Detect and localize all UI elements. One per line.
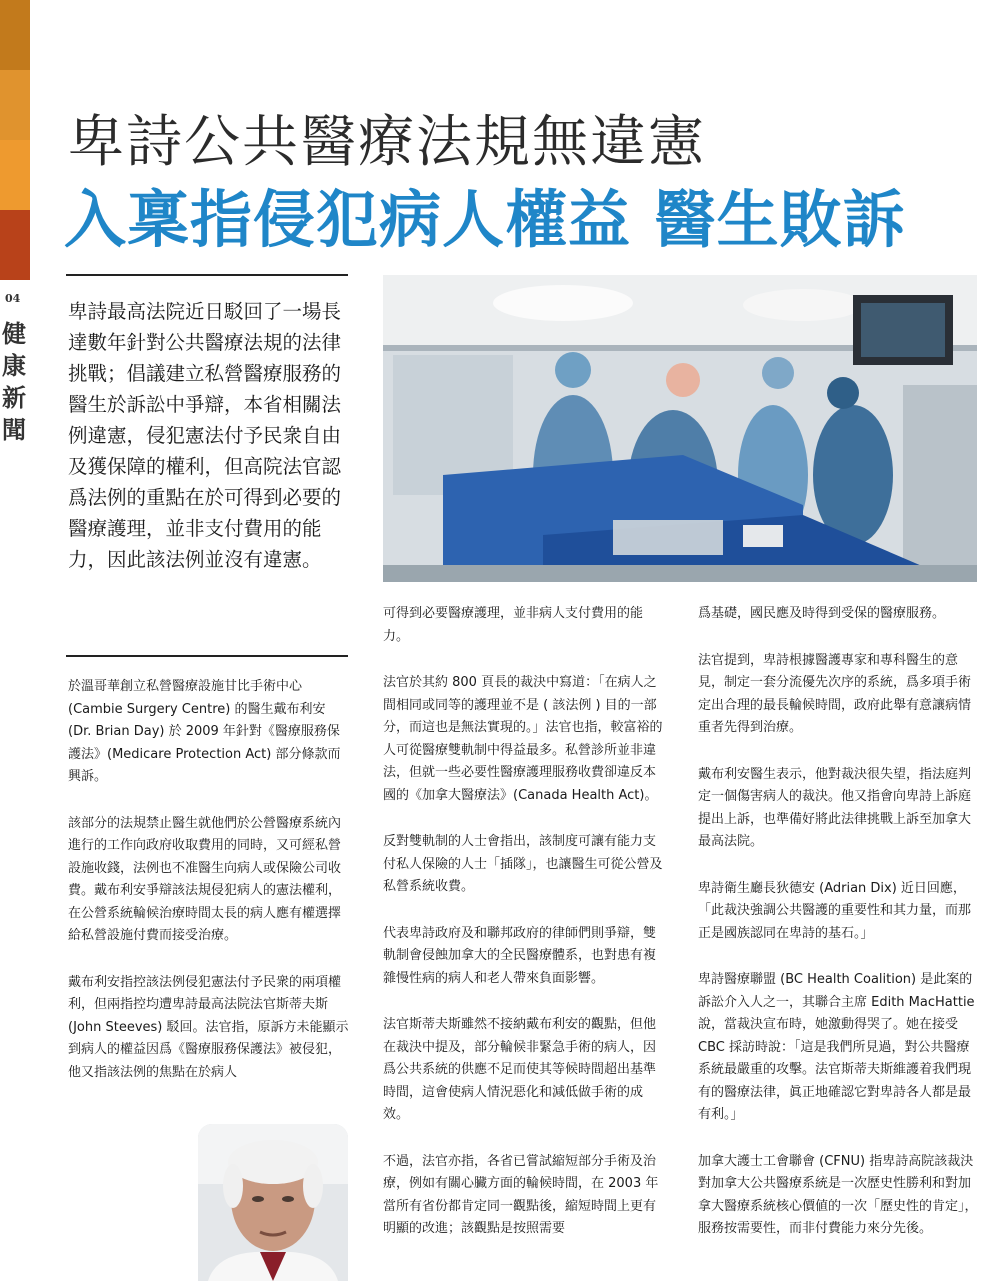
headline-line2: 入稟指侵犯病人權益 醫生敗訴 (64, 183, 906, 256)
paragraph: 法官於其約 800 頁長的裁決中寫道：「在病人之間相同或同等的護理並不是 ( 該法例 ) 目的一部分，而這也是無法實現的。」法官也指，較富裕的人可從醫療雙軌制中得益最多。私營診所並非違法，但就一些必要性醫療護理服務收費卻違反本國的《加拿大醫療法》(Canada Health Act)。 (383, 675, 663, 803)
operating-room-photo (383, 275, 977, 582)
paragraph: 戴布利安指控該法例侵犯憲法付予民衆的兩項權利，但兩指控均遭卑詩最高法院法官斯蒂夫斯 (John Steeves) 駁回。法官指，原訴方未能顯示到病人的權益因爲《醫療服務保護法》被侵犯，他又指該法例的焦點在於病人 (68, 974, 349, 1080)
strip-block (0, 210, 30, 280)
paragraph: 該部分的法規禁止醫生就他們於公營醫療系統內進行的工作向政府收取費用的同時，又可經私營設施收錢，法例也不准醫生向病人或保險公司收費。戴布利安爭辯該法規侵犯病人的憲法權利，在公營系統輪候治療時間太長的病人應有權選擇給私營設施付費而接受治療。 (68, 815, 342, 943)
lead-paragraph: 卑詩最高法院近日駁回了一場長達數年針對公共醫療法規的法律挑戰；倡議建立私營醫療服務的醫生於訴訟中爭辯，本省相關法例違憲，侵犯憲法付予民衆自由及獲保障的權利，但高院法官認爲法例的重點在於可得到必要的醫療護理，並非支付費用的能力，因此該法例並沒有違憲。 (68, 300, 342, 571)
paragraph: 卑詩醫療聯盟 (BC Health Coalition) 是此案的訴訟介入人之一，其聯合主席 Edith MacHattie 說，當裁決宣布時，她激動得哭了。她在接受 CBC 採訪時說：「這是我們所見過，對公共醫療系統最嚴重的攻擊。法官斯蒂夫斯維護着我們現有的醫療法律，眞正地確認它對卑詩各人都是最有利。」 (698, 972, 975, 1122)
strip-block (0, 0, 30, 70)
strip-block (0, 70, 30, 140)
article-column-3 (698, 603, 978, 1265)
strip-block (0, 140, 30, 210)
section-label: 健康新聞 (2, 319, 26, 444)
paragraph: 可得到必要醫療護理，並非病人支付費用的能力。 (383, 606, 644, 644)
page-number: 04 (5, 292, 21, 305)
paragraph: 卑詩衛生廳長狄德安 (Adrian Dix) 近日回應，「此裁決強調公共醫護的重要性和其力量，而那正是國族認同在卑詩的基石。」 (698, 880, 972, 941)
paragraph: 不過，法官亦指，各省已嘗試縮短部分手術及治療，例如有關心臟方面的輪候時間，在 2003 年當所有省份都肯定同一觀點後，縮短時間上更有明顯的改進；該觀點是按照需要 (383, 1153, 659, 1236)
paragraph: 代表卑詩政府及和聯邦政府的律師們則爭辯，雙軌制會侵蝕加拿大的全民醫療體系，也對患有複雜慢性病的病人和老人帶來負面影響。 (383, 925, 657, 986)
paragraph: 於溫哥華創立私營醫療設施甘比手術中心 (Cambie Surgery Centre) 的醫生戴布利安 (Dr. Brian Day) 於 2009 年針對《醫療服務保護法》(Medicare Protection Act) 部分條款而興訴。 (68, 679, 341, 784)
paragraph: 戴布利安醫生表示，他對裁決很失望，指法庭判定一個傷害病人的裁決。他又指會向卑詩上訴庭提出上訴，也準備好將此法律挑戰上訴至加拿大最高法院。 (698, 766, 972, 849)
headline-line1: 卑詩公共醫療法規無違憲 (68, 110, 706, 175)
paragraph: 法官斯蒂夫斯雖然不接納戴布利安的觀點，但他在裁決中提及，部分輪候非緊急手術的病人，因爲公共系統的供應不足而使其等候時間超出基準時間，這會使病人情況惡化和減低做手術的成效。 (383, 1017, 657, 1122)
article-column-1 (68, 676, 352, 1108)
color-strip (0, 0, 30, 280)
paragraph: 爲基礎，國民應及時得到受保的醫療服務。 (698, 606, 946, 621)
portrait-photo (198, 1124, 348, 1281)
paragraph: 反對雙軌制的人士會指出，該制度可讓有能力支付私人保險的人士「插隊」，也讓醫生可從公營及私營系統收費。 (383, 834, 663, 894)
paragraph: 法官提到，卑詩根據醫護專家和專科醫生的意見，制定一套分流優先次序的系統，爲多項手術定出合理的最長輪候時間，政府此舉有意讓病情重者先得到治療。 (698, 652, 972, 735)
divider (66, 274, 348, 276)
article-column-2 (383, 603, 665, 1265)
paragraph: 加拿大護士工會聯會 (CFNU) 指卑詩高院該裁決對加拿大公共醫療系統是一次歷史性勝利和對加拿大醫療系統核心價値的一次「歷史性的肯定」，服務按需要性，而非付費能力來分先後。 (698, 1153, 978, 1236)
divider (66, 655, 348, 657)
